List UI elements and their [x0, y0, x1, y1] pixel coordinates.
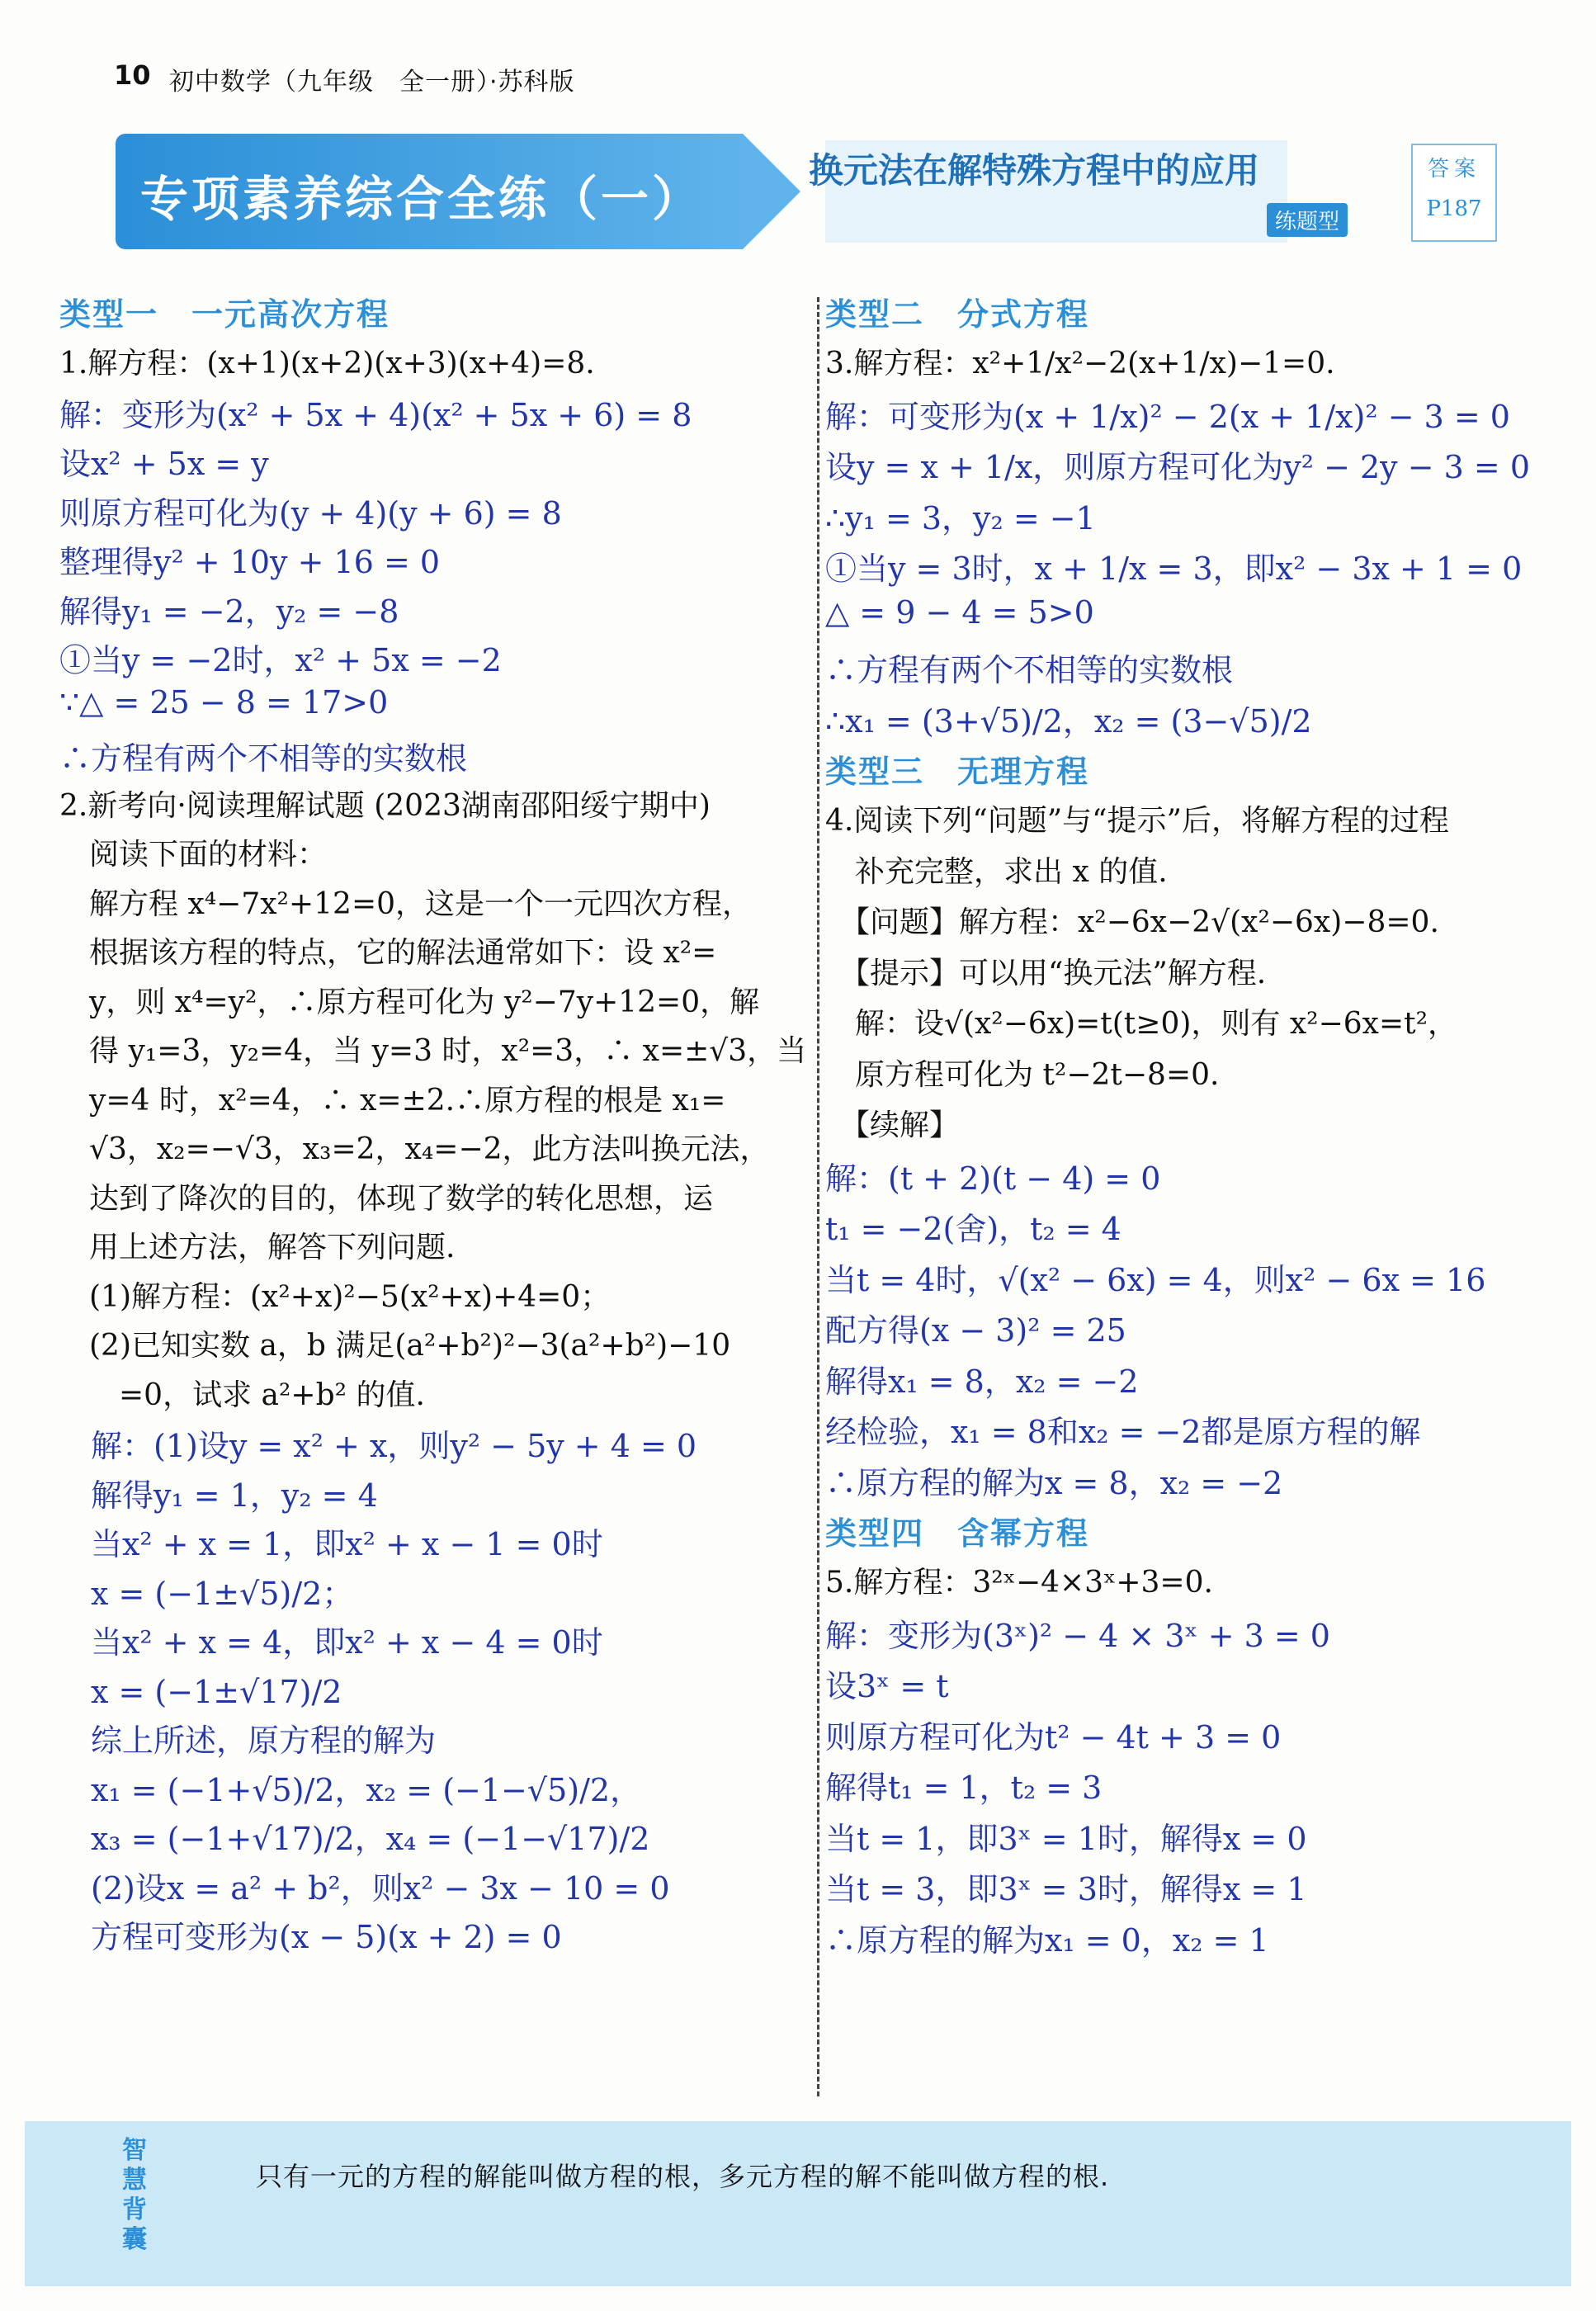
footer-tip-text: 只有一元的方程的解能叫做方程的根，多元方程的解不能叫做方程的根.	[256, 2161, 1110, 2192]
section-heading: 类型三 无理方程	[825, 754, 1090, 790]
answer-line: 设3ˣ = t	[825, 1668, 949, 1704]
answer-line: ①当y = 3时，x + 1/x = 3，即x² − 3x + 1 = 0	[825, 551, 1523, 587]
question-line: 补充完整，求出 x 的值.	[825, 854, 1168, 889]
book-title: 初中数学（九年级 全一册）·苏科版	[169, 68, 575, 97]
question-line: 2.新考向·阅读理解试题 (2023湖南邵阳绥宁期中)	[59, 788, 711, 823]
question-line: 【问题】解方程：x²−6x−2√(x²−6x)−8=0.	[825, 905, 1439, 939]
answer-line: x₃ = (−1+√17)/2，x₄ = (−1−√17)/2	[59, 1821, 650, 1857]
question-line: 用上述方法，解答下列问题.	[59, 1231, 456, 1264]
answer-line: 则原方程可化为(y + 4)(y + 6) = 8	[59, 494, 562, 532]
answer-line: 解：(t + 2)(t − 4) = 0	[825, 1160, 1161, 1197]
section-heading: 类型四 含幂方程	[825, 1515, 1090, 1552]
answer-line: ∵△ = 25 − 8 = 17>0	[59, 683, 389, 721]
footer-side-label: 智慧背囊	[122, 2136, 147, 2254]
answer-line: x₁ = (−1+√5)/2，x₂ = (−1−√5)/2，	[59, 1771, 642, 1808]
question-line: 原方程可化为 t²−2t−8=0.	[825, 1057, 1220, 1092]
answer-line: 解：可变形为(x + 1/x)² − 2(x + 1/x)² − 3 = 0	[825, 398, 1510, 435]
answer-line: ∴方程有两个不相等的实数根	[59, 740, 468, 777]
section-banner	[116, 134, 1482, 249]
answer-line: 则原方程可化为t² − 4t + 3 = 0	[825, 1718, 1282, 1756]
answer-line: ①当y = −2时，x² + 5x = −2	[59, 642, 502, 678]
answer-line: 设y = x + 1/x，则原方程可化为y² − 2y − 3 = 0	[825, 449, 1530, 485]
answer-line: 解得x₁ = 8，x₂ = −2	[825, 1363, 1139, 1400]
answer-line: 经检验，x₁ = 8和x₂ = −2都是原方程的解	[825, 1414, 1421, 1450]
section-heading: 类型一 一元高次方程	[59, 296, 390, 333]
answer-line: △ = 9 − 4 = 5>0	[825, 593, 1094, 631]
question-line: y=4 时，x²=4，∴ x=±2.∴原方程的根是 x₁=	[59, 1083, 726, 1118]
answer-line: 解得y₁ = −2，y₂ = −8	[59, 593, 399, 630]
answer-line: ∴原方程的解为x₁ = 0，x₂ = 1	[825, 1921, 1269, 1959]
answer-line: x = (−1±√5)/2；	[59, 1575, 354, 1612]
answer-line: 配方得(x − 3)² = 25	[825, 1312, 1126, 1349]
answer-line: 当x² + x = 1，即x² + x − 1 = 0时	[59, 1526, 603, 1562]
answer-line: 解得t₁ = 1，t₂ = 3	[825, 1770, 1103, 1806]
answer-line: 当t = 4时，√(x² − 6x) = 4，则x² − 6x = 16	[825, 1261, 1486, 1298]
question-line: 根据该方程的特点，它的解法通常如下：设 x²=	[59, 936, 717, 970]
answer-line: 整理得y² + 10y + 16 = 0	[59, 544, 441, 580]
chevron-right-icon	[743, 134, 800, 249]
answer-line: x = (−1±√17)/2	[59, 1673, 342, 1710]
answer-line: 解：(1)设y = x² + x，则y² − 5y + 4 = 0	[59, 1428, 697, 1464]
tip-footer	[25, 2121, 1571, 2286]
question-line: 【续解】	[825, 1108, 960, 1142]
answer-line: 当t = 3，即3ˣ = 3时，解得x = 1	[825, 1871, 1307, 1907]
question-line: 解方程 x⁴−7x²+12=0，这是一个一元四次方程，	[59, 886, 753, 921]
answer-label: 答案	[1427, 157, 1480, 182]
question-line: 1.解方程：(x+1)(x+2)(x+3)(x+4)=8.	[59, 347, 595, 380]
question-line: 4.阅读下列“问题”与“提示”后，将解方程的过程	[825, 804, 1449, 838]
question-line: y，则 x⁴=y²，∴原方程可化为 y²−7y+12=0，解	[59, 985, 760, 1019]
answer-line: 方程可变形为(x − 5)(x + 2) = 0	[59, 1919, 562, 1955]
question-line: 阅读下面的材料：	[59, 838, 328, 872]
question-line: 5.解方程：3²ˣ−4×3ˣ+3=0.	[825, 1566, 1213, 1600]
question-line: 得 y₁=3，y₂=4，当 y=3 时，x²=3，∴ x=±√3，当	[59, 1034, 807, 1068]
question-line: 3.解方程：x²+1/x²−2(x+1/x)−1=0.	[825, 347, 1335, 380]
question-line: =0，试求 a²+b² 的值.	[59, 1378, 425, 1412]
answer-line: 当t = 1，即3ˣ = 1时，解得x = 0	[825, 1820, 1307, 1857]
banner-title: 专项素养综合全练（一）	[140, 171, 704, 227]
answer-line: 解：变形为(3ˣ)² − 4 × 3ˣ + 3 = 0	[825, 1617, 1330, 1654]
page-number: 10	[114, 59, 151, 91]
column-divider	[817, 297, 819, 2096]
answer-line: 设x² + 5x = y	[59, 446, 269, 482]
section-heading: 类型二 分式方程	[825, 296, 1090, 333]
answer-line: t₁ = −2(舍)，t₂ = 4	[825, 1211, 1121, 1247]
banner-subtitle: 换元法在解特殊方程中的应用	[809, 150, 1260, 191]
answer-reference	[1411, 144, 1497, 242]
question-line: 达到了降次的目的，体现了数学的转化思想，运	[59, 1181, 714, 1216]
question-line: 解：设√(x²−6x)=t(t≥0)，则有 x²−6x=t²，	[825, 1007, 1458, 1041]
answer-line: ∴x₁ = (3+√5)/2，x₂ = (3−√5)/2	[825, 702, 1312, 740]
answer-line: (2)设x = a² + b²，则x² − 3x − 10 = 0	[59, 1869, 670, 1907]
answer-line: 解得y₁ = 1，y₂ = 4	[59, 1477, 378, 1514]
answer-line: 当x² + x = 4，即x² + x − 4 = 0时	[59, 1624, 603, 1661]
answer-line: ∴方程有两个不相等的实数根	[825, 652, 1234, 688]
question-line: 【提示】可以用“换元法”解方程.	[825, 956, 1267, 990]
answer-line: ∴原方程的解为x = 8，x₂ = −2	[825, 1464, 1283, 1501]
question-line: √3，x₂=−√3，x₃=2，x₄=−2，此方法叫换元法，	[59, 1132, 770, 1166]
answer-line: 综上所述，原方程的解为	[59, 1723, 437, 1759]
answer-page: P187	[1426, 196, 1482, 221]
practice-tag: 练题型	[1267, 203, 1348, 237]
question-line: (1)解方程：(x²+x)²−5(x²+x)+4=0；	[59, 1279, 611, 1314]
question-line: (2)已知实数 a，b 满足(a²+b²)²−3(a²+b²)−10	[59, 1329, 731, 1363]
answer-line: ∴y₁ = 3，y₂ = −1	[825, 499, 1096, 536]
answer-line: 解：变形为(x² + 5x + 4)(x² + 5x + 6) = 8	[59, 396, 692, 433]
